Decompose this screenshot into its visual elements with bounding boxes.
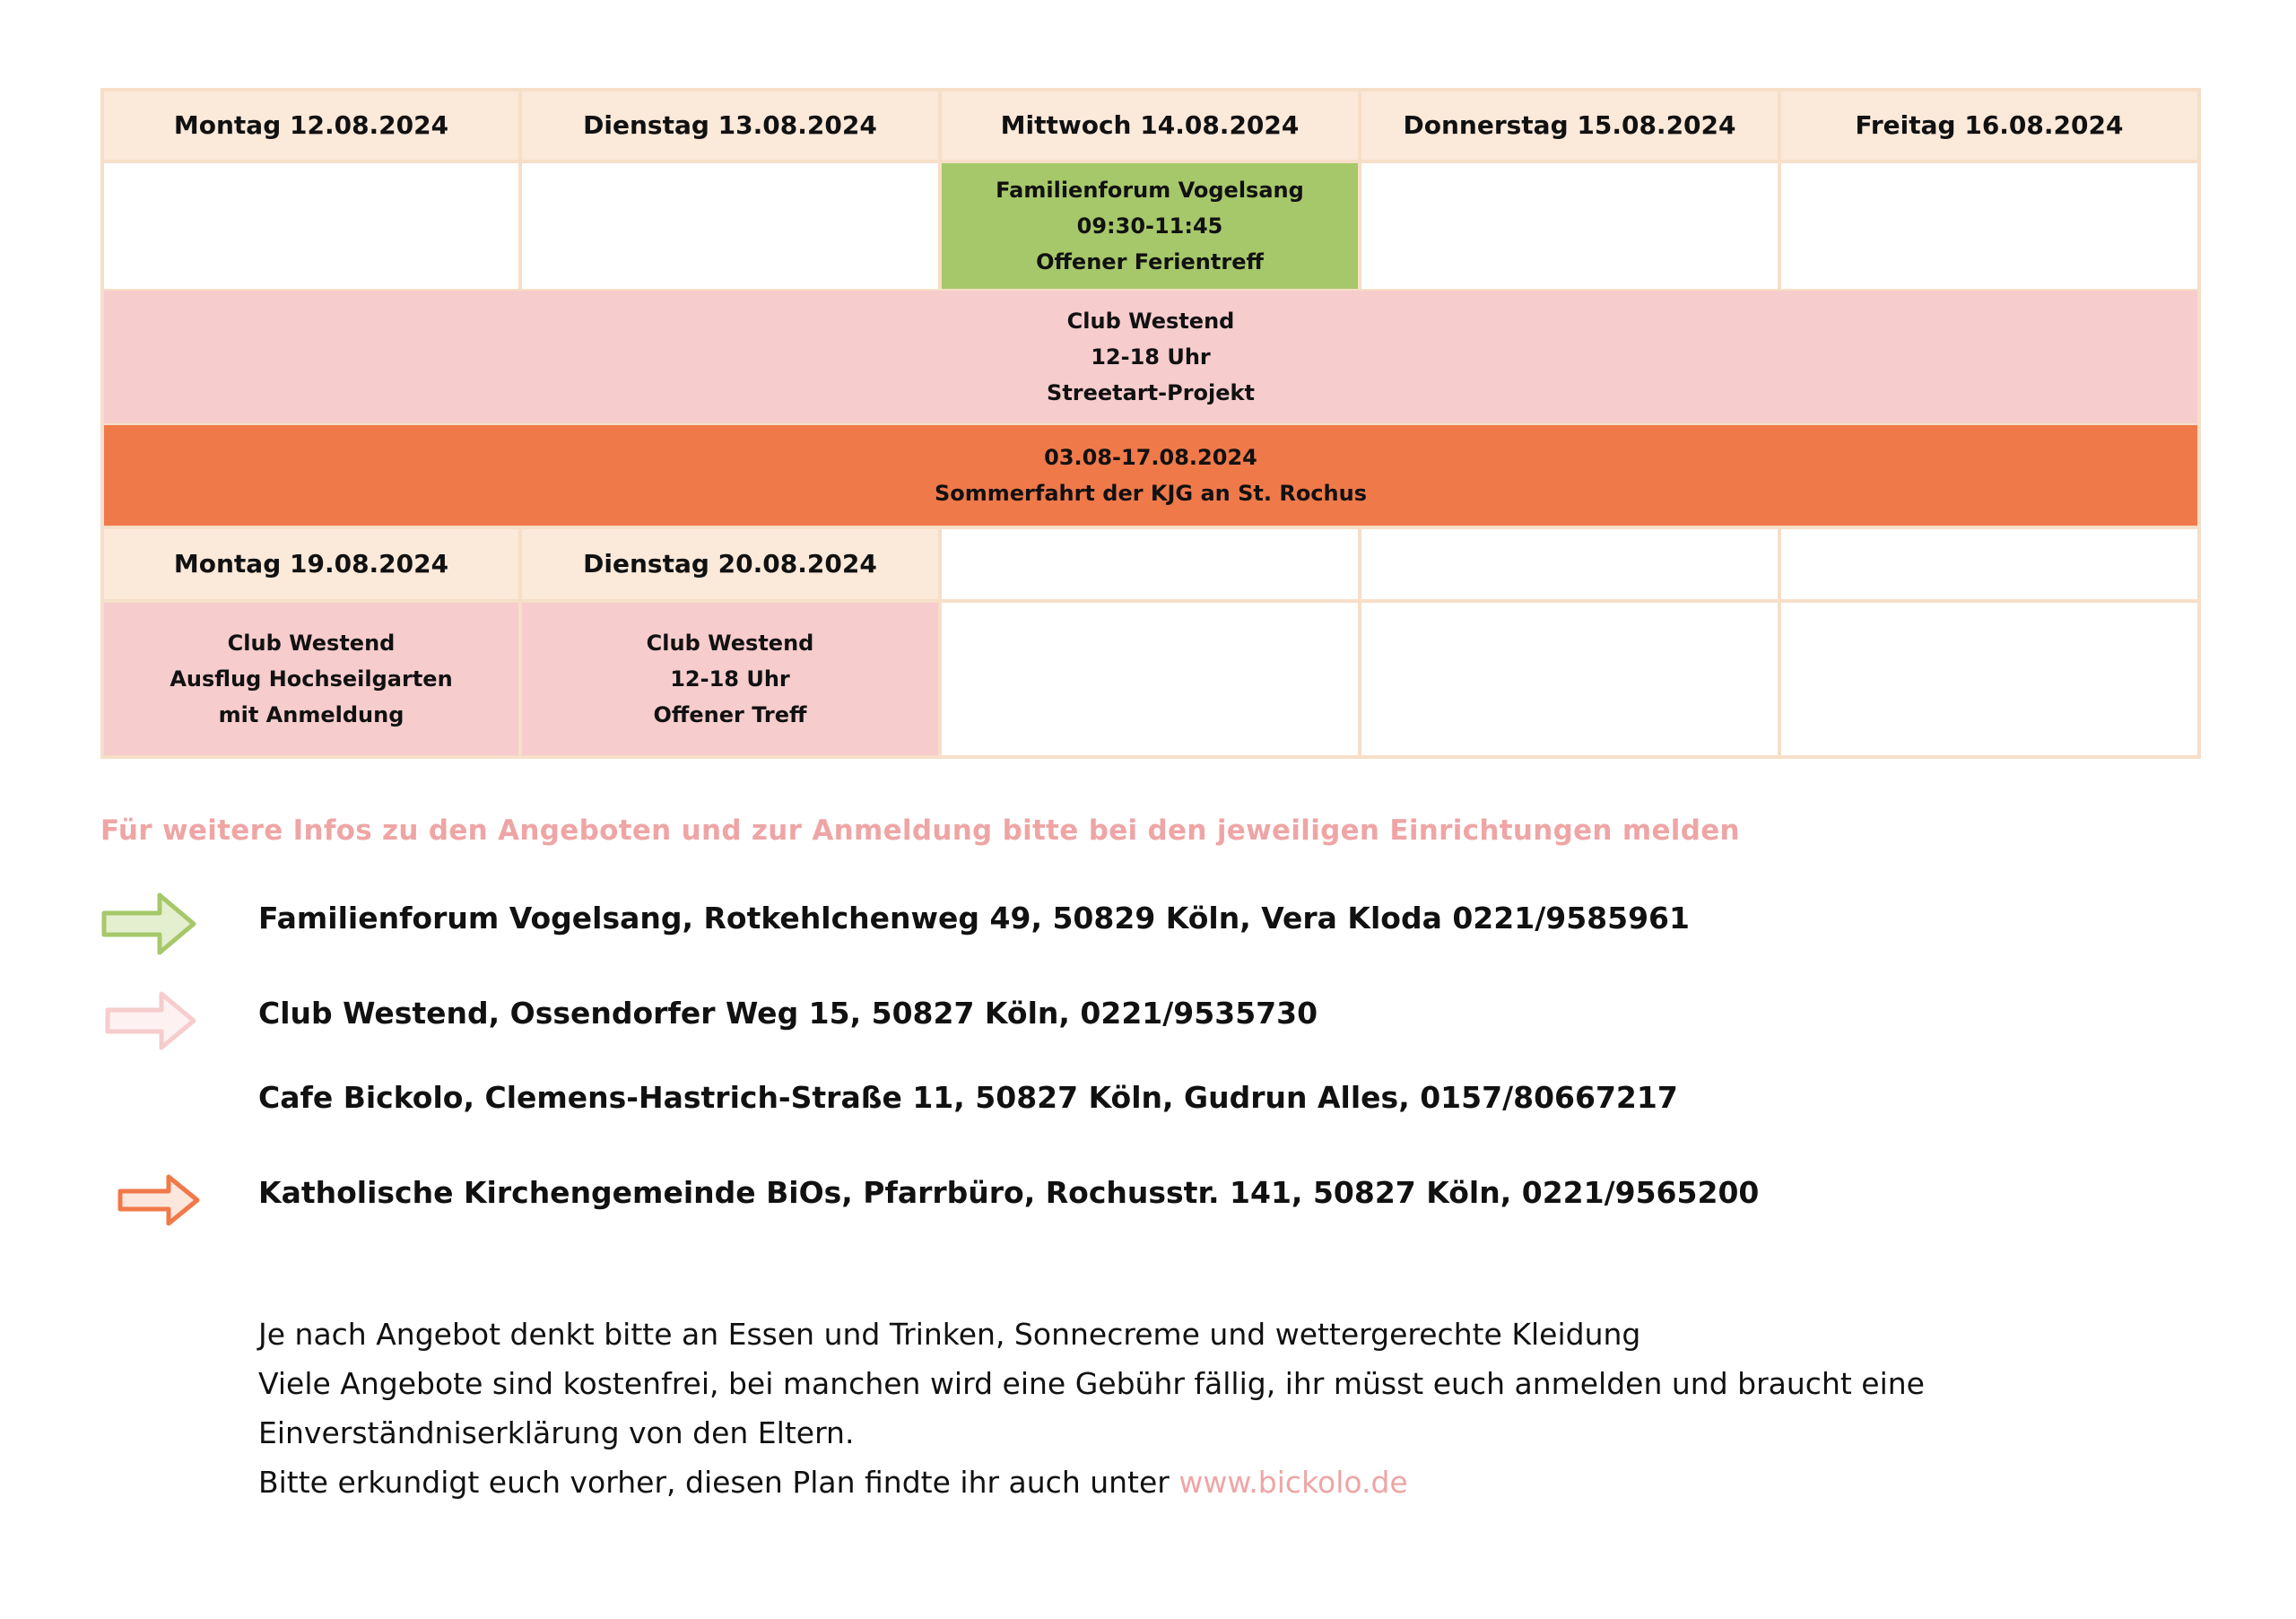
day-label: Montag 19.08.2024: [173, 549, 449, 579]
contact-cafe-bickolo: Cafe Bickolo, Clemens-Hastrich-Straße 11, 50827 Köln, Gudrun Alles, 0157/80667217: [258, 1080, 1678, 1115]
green-arrow-icon: [100, 890, 199, 958]
event-kjg-band: [104, 425, 2197, 526]
event-line: 03.08-17.08.2024: [1044, 445, 1257, 470]
day-label: Mittwoch 14.08.2024: [1000, 110, 1300, 140]
event-line: Sommerfahrt der KJG an St. Rochus: [934, 481, 1368, 506]
day-header-fri-1: [1781, 91, 2197, 160]
event-line: Club Westend: [1066, 309, 1235, 334]
empty-cell: [1781, 603, 2197, 755]
day-header-mon-1: [104, 91, 518, 160]
note-line: Einverständniserklärung von den Eltern.: [258, 1415, 855, 1450]
empty-cell: [104, 163, 518, 289]
empty-cell: [1781, 163, 2197, 289]
day-header-thu-1: [1361, 91, 1778, 160]
note-line: [258, 1458, 1925, 1507]
empty-cell: [522, 163, 938, 289]
event-club-westend-hochseilgarten: [104, 603, 518, 755]
note-line: Viele Angebote sind kostenfrei, bei manchen wird eine Gebühr fällig, ihr müsst euch anmelden und braucht eine: [258, 1366, 1925, 1401]
website-link[interactable]: www.bickolo.de: [1178, 1465, 1408, 1500]
day-label: Montag 12.08.2024: [173, 110, 449, 140]
pink-arrow-icon: [104, 988, 199, 1053]
contact-kirchengemeinde: Katholische Kirchengemeinde BiOs, Pfarrbüro, Rochusstr. 141, 50827 Köln, 0221/9565200: [258, 1175, 1760, 1210]
day-header-tue-2: [522, 529, 938, 599]
event-line: Offener Treff: [653, 702, 807, 727]
empty-cell: [942, 603, 1358, 755]
day-header-wed-1: [942, 91, 1358, 160]
note-line: Je nach Angebot denkt bitte an Essen und Trinken, Sonnecreme und wettergerechte Kleidung: [258, 1317, 1641, 1352]
empty-cell: [1361, 163, 1778, 289]
day-label: Dienstag 20.08.2024: [583, 549, 877, 579]
event-line: Club Westend: [227, 631, 396, 656]
event-line: mit Anmeldung: [218, 702, 404, 727]
contact-familienforum: Familienforum Vogelsang, Rotkehlchenweg 49, 50829 Köln, Vera Kloda 0221/9585961: [258, 901, 1690, 936]
day-label: Freitag 16.08.2024: [1855, 110, 2124, 140]
notes: [258, 1310, 1925, 1507]
day-label: Dienstag 13.08.2024: [583, 110, 877, 140]
event-familienforum: [942, 163, 1358, 289]
contact-club-westend: Club Westend, Ossendorfer Weg 15, 50827 Köln, 0221/9535730: [258, 996, 1318, 1031]
empty-cell: [942, 529, 1358, 599]
schedule-table: [100, 88, 2201, 759]
day-label: Donnerstag 15.08.2024: [1403, 110, 1736, 140]
event-line: Streetart-Projekt: [1047, 380, 1255, 405]
event-line: Offener Ferientreff: [1036, 249, 1264, 274]
empty-cell: [1781, 529, 2197, 599]
empty-cell: [1361, 603, 1778, 755]
event-club-westend-offener-treff: [522, 603, 938, 755]
event-line: Familienforum Vogelsang: [996, 178, 1304, 203]
event-line: 12-18 Uhr: [1091, 344, 1211, 370]
day-header-tue-1: [522, 91, 938, 160]
event-line: 09:30-11:45: [1076, 213, 1223, 239]
event-line: Ausflug Hochseilgarten: [170, 666, 453, 692]
orange-arrow-icon: [117, 1171, 203, 1229]
day-header-mon-2: [104, 529, 518, 599]
note-text: Bitte erkundigt euch vorher, diesen Plan findte ihr auch unter: [258, 1465, 1170, 1500]
event-line: Club Westend: [646, 631, 814, 656]
info-heading: Für weitere Infos zu den Angeboten und zur Anmeldung bitte bei den jeweiligen Einrichtungen melden: [100, 814, 1740, 847]
event-line: 12-18 Uhr: [670, 666, 790, 692]
event-club-westend-band: [104, 291, 2197, 423]
empty-cell: [1361, 529, 1778, 599]
